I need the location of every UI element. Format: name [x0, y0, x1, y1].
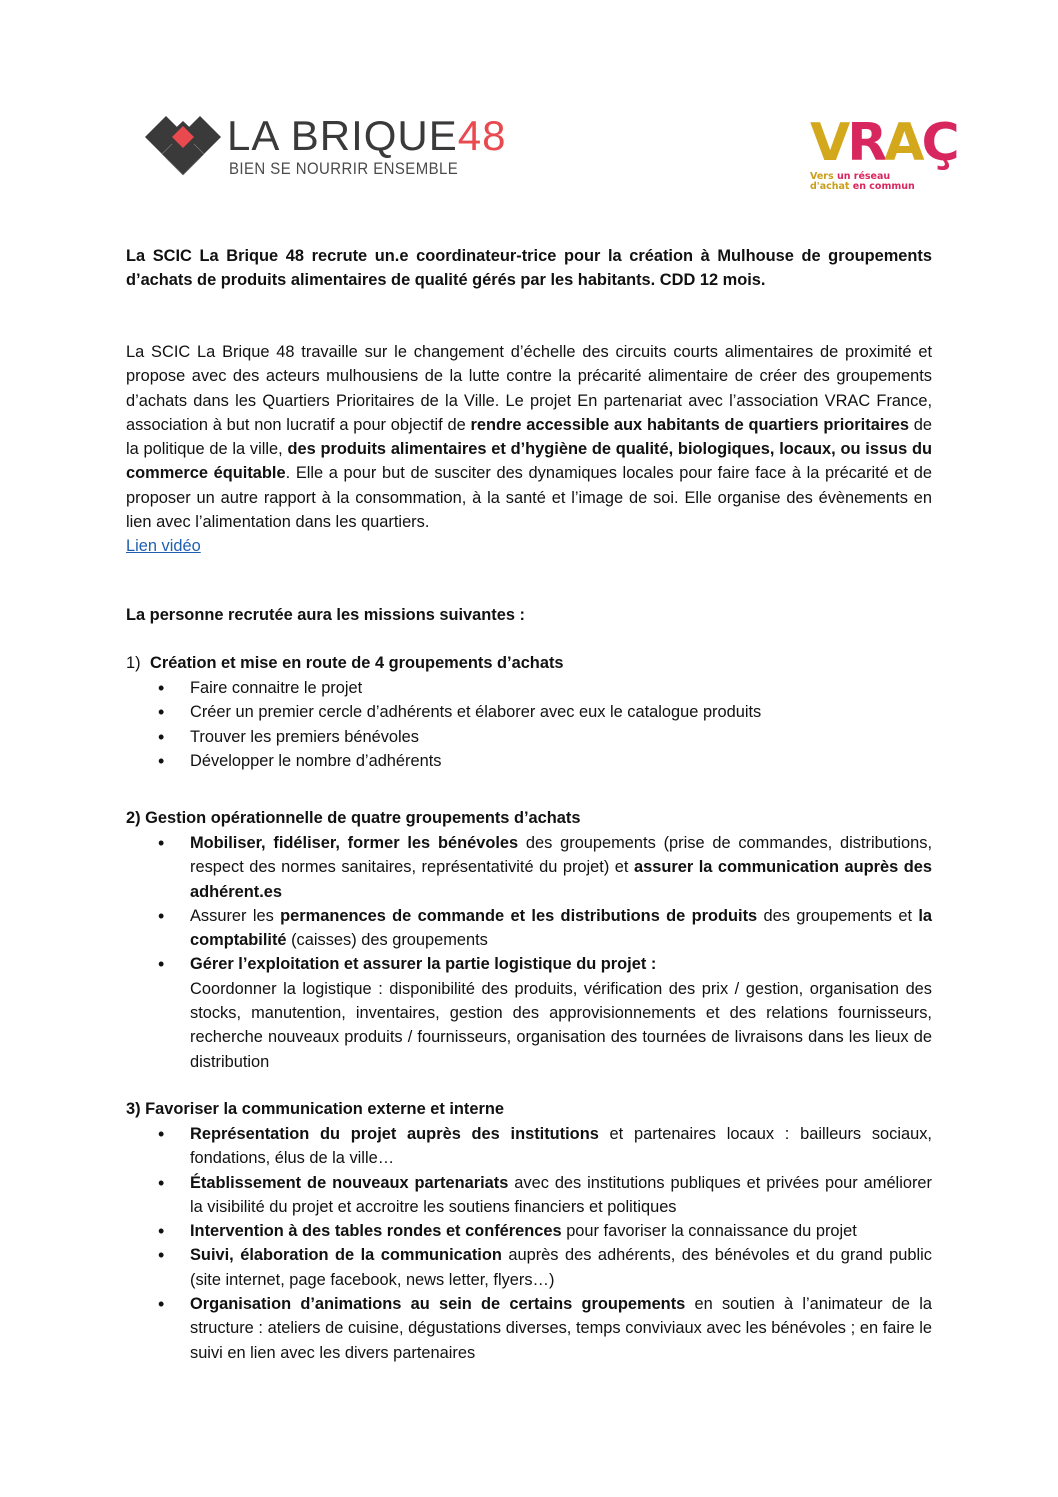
brique-diamond-icon — [145, 115, 221, 181]
section-1-list — [126, 676, 932, 773]
list-item: • Assurer les permanences de commande et les distributions de produits des groupements et la comptabilité (caisses) des groupements — [126, 904, 932, 953]
video-link[interactable]: Lien vidéo — [126, 537, 201, 556]
list-item: • Établissement de nouveaux partenariats avec des institutions publiques et privées pour améliorer la visibilité du projet et accroitre les soutiens financiers et politiques — [126, 1171, 932, 1220]
section-1-title: 1) Création et mise en route de 4 groupements d’achats — [126, 654, 564, 672]
section-3-list — [126, 1122, 932, 1365]
la-brique-48-logo — [145, 112, 507, 185]
vrac-logo — [810, 113, 957, 195]
list-item: • Trouver les premiers bénévoles — [126, 725, 932, 749]
section-2-title: 2) Gestion opérationnelle de quatre groupements d’achats — [126, 809, 581, 827]
intro-paragraph: La SCIC La Brique 48 travaille sur le changement d’échelle des circuits courts alimentaires de proximité et propose avec des acteurs mulhousiens de la lutte contre la précarité alimentaire de créer des groupements d’achats dans les Quartiers Prioritaires de la Ville. Le projet En partenariat avec l’association VRAC France, association à but non lucratif a pour objectif de rendre accessible aux habitants de quartiers prioritaires de la politique de la ville, des produits alimentaires et d’hygiène de qualité, biologiques, locaux, ou issus du commerce équitable. Elle a pour but de susciter des dynamiques locales pour faire face à la précarité et de proposer un autre rapport à la consommation, à la santé et l’image de soi. Elle organise des évènements en lien avec l’alimentation dans les quartiers. Lien vidéo — [126, 343, 932, 556]
job-title-heading: La SCIC La Brique 48 recrute un.e coordinateur-trice pour la création à Mulhouse de groupements d’achats de produits alimentaires de qualité gérés par les habitants. CDD 12 mois. — [126, 247, 932, 290]
brique-logo-tagline: BIEN SE NOURRIR ENSEMBLE — [229, 159, 459, 178]
list-item: • Représentation du projet auprès des institutions et partenaires locaux : bailleurs sociaux, fondations, élus de la ville… — [126, 1122, 932, 1171]
vrac-logo-tagline: Vers un réseau d'achat en commun — [810, 171, 915, 192]
missions-heading: La personne recrutée aura les missions suivantes : — [126, 606, 526, 624]
list-item: • Faire connaitre le projet — [126, 676, 932, 700]
list-item: • Développer le nombre d’adhérents — [126, 749, 932, 773]
list-item: • Suivi, élaboration de la communication auprès des adhérents, des bénévoles et du grand public (site internet, page facebook, news letter, flyers…) — [126, 1243, 932, 1292]
vrac-logo-wordmark: VRAÇ — [810, 113, 957, 173]
section-2-list — [126, 831, 932, 1074]
section-3-title: 3) Favoriser la communication externe et interne — [126, 1100, 505, 1118]
list-item: • Intervention à des tables rondes et conférences pour favoriser la connaissance du projet — [126, 1219, 932, 1243]
list-item: • Organisation d’animations au sein de certains groupements en soutien à l’animateur de la structure : ateliers de cuisine, dégustations diverses, temps conviviaux avec les bénévoles ; en faire le suivi en lien avec les divers partenaires — [126, 1292, 932, 1365]
list-item: • Gérer l’exploitation et assurer la partie logistique du projet : Coordonner la logistique : disponibilité des produits, vérification des prix / gestion, organisation des stocks, manutention, inventaires, gestion des approvisionnements et des relations fournisseurs, recherche nouveaux produits / fournisseurs, organisation des tournées de livraisons dans les lieux de distribution — [126, 952, 932, 1073]
brique-logo-title: LA BRIQUE48 — [227, 112, 507, 159]
list-item: • Créer un premier cercle d’adhérents et élaborer avec eux le catalogue produits — [126, 700, 932, 724]
list-item: • Mobiliser, fidéliser, former les bénévoles des groupements (prise de commandes, distributions, respect des normes sanitaires, représentativité du projet) et assurer la communication auprès des adhérent.es — [126, 831, 932, 904]
